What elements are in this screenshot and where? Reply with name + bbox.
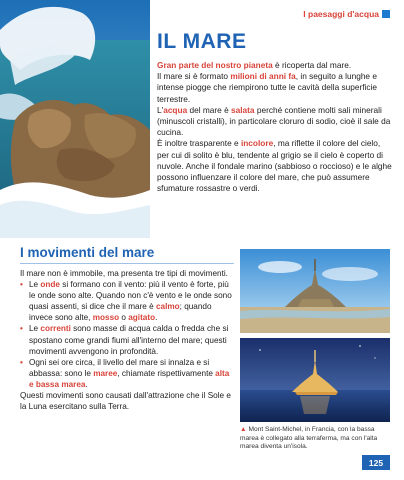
text-run: .: [85, 379, 88, 389]
text-run: .: [155, 313, 158, 323]
sea-rocks-photo: [0, 0, 150, 238]
text-run: L': [157, 104, 164, 115]
text-run: ; quando invece sono alte,: [29, 302, 212, 323]
intro-paragraph: [157, 105, 393, 139]
bullet-dot: •: [20, 280, 23, 290]
mont-saint-michel-low-tide-photo: [240, 249, 390, 333]
intro-paragraph: [157, 138, 393, 194]
highlighted-term: alta e bassa marea: [29, 368, 230, 389]
bullet-item-onde: [20, 279, 234, 323]
text-run: o: [119, 313, 129, 323]
highlighted-term: correnti: [40, 324, 71, 334]
text-run: si formano con il vento: più il vento è forte, più le onde sono alte. Quando non c'è vento e le onde sono quasi assenti, si dice che il mare è: [29, 280, 232, 312]
section-divider: [20, 263, 234, 264]
intro-text: [157, 60, 393, 194]
highlighted-term: acqua: [163, 104, 188, 115]
highlighted-term: mosso: [92, 313, 120, 323]
text-run: del mare è: [187, 104, 231, 115]
text-run: Le: [29, 324, 41, 334]
text-run: perché contiene molti sali minerali (minuscoli cristalli), in particolare cloruro di sodio, cioè il sale da cucina.: [157, 104, 391, 138]
photo-caption: [240, 426, 392, 452]
bullet-item-correnti: [20, 323, 234, 356]
text-run: sono masse di acqua calda o fredda che si spostano come grandi fiumi all'interno del mare; questi movimenti avvengono in profondità.: [29, 324, 229, 356]
bullet-item-maree: [20, 357, 234, 390]
highlighted-term: salata: [231, 104, 255, 115]
text-run: È inoltre trasparente e: [157, 138, 241, 149]
bullet-dot: •: [20, 357, 23, 367]
highlighted-term: onde: [40, 280, 60, 290]
text-run: è ricoperta dal mare.: [272, 60, 352, 70]
triangle-up-icon: ▲: [240, 426, 247, 433]
bullet-text: [29, 324, 228, 355]
highlighted-term: milioni di anni fa: [230, 71, 296, 82]
mont-saint-michel-high-tide-photo: [240, 338, 390, 422]
text-run: , ma riflette il colore del cielo, per cui di solito è blu, tendente al grigio se il cielo è coperto di nuvole. Anche il fondale marino (sabbioso o roccioso) e le alghe possono influenzare il colore del mare, che può assumere sfumature rossastre o verdi.: [157, 138, 392, 194]
bullet-text: [29, 280, 232, 322]
highlighted-term: calmo: [155, 302, 180, 312]
chapter-tag: [303, 9, 390, 19]
section-body: [20, 268, 234, 412]
text-run: Ogni sei ore circa, il livello del mare si innalza e si abbassa: sono le: [29, 357, 210, 378]
section-lead: Il mare non è immobile, ma presenta tre tipi di movimenti.: [20, 269, 228, 278]
intro-paragraph: [157, 60, 393, 71]
page-number: 125: [362, 455, 390, 470]
text-run: Le: [29, 280, 41, 290]
text-run: , chiamate rispettivamente: [117, 368, 216, 378]
chapter-tag-label: I paesaggi d'acqua: [303, 9, 379, 19]
section-title: I movimenti del mare: [20, 245, 155, 260]
highlighted-term: agitato: [128, 313, 156, 323]
page-title: IL MARE: [157, 30, 247, 53]
text-run: Il mare si è formato: [157, 71, 231, 82]
text-run: , in seguito a lunghe e intense piogge che riempirono tutte le cavità della superficie terrestre.: [157, 71, 377, 104]
bullet-text: [29, 358, 229, 389]
highlighted-term: Gran parte del nostro pianeta: [157, 60, 273, 70]
bullet-dot: •: [20, 324, 23, 334]
highlighted-term: incolore: [240, 138, 274, 149]
highlighted-term: maree: [93, 368, 118, 378]
chapter-square-icon: [382, 10, 390, 18]
intro-paragraph: [157, 71, 393, 105]
caption-text: Mont Saint-Michel, in Francia, con la bassa marea è collegato alla terraferma, ma con l'alta marea diventa un'isola.: [240, 426, 378, 451]
section-closing: Questi movimenti sono causati dall'attrazione che il Sole e la Luna esercitano sulla Terra.: [20, 391, 231, 412]
